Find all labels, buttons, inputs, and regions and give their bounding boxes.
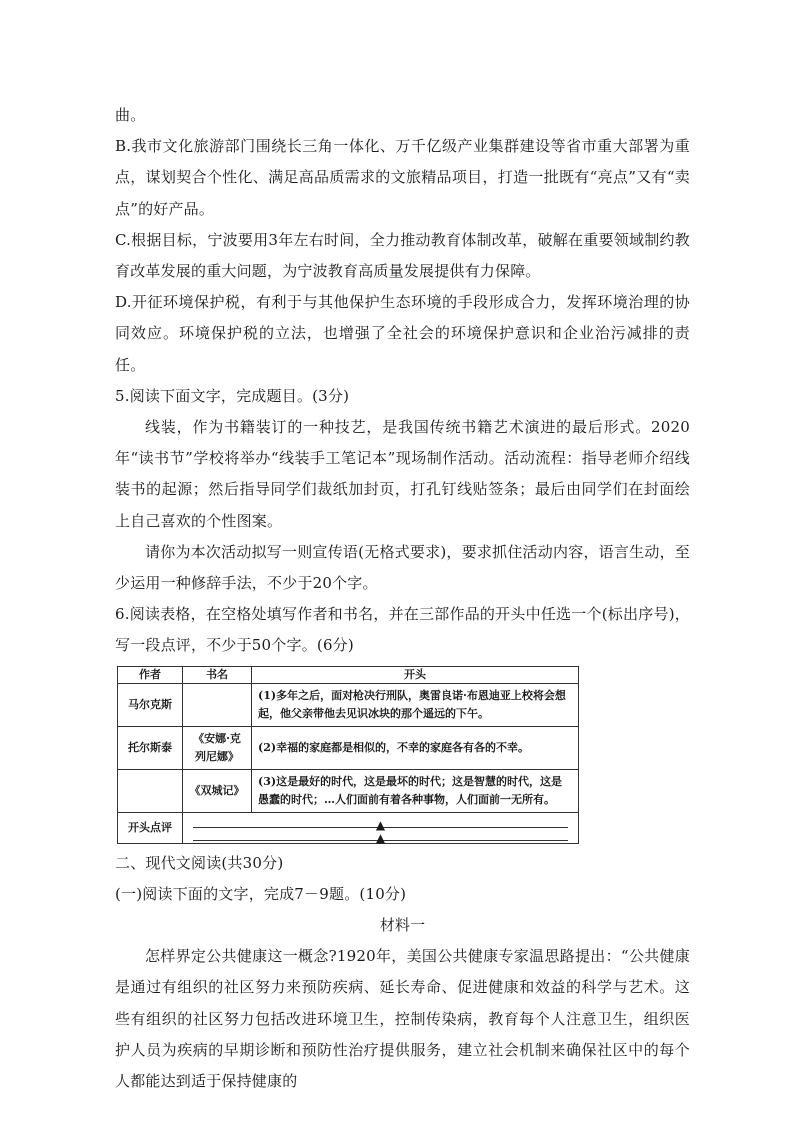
subsection-1-title: (一)阅读下面的文字，完成7－9题。(10分) — [115, 884, 407, 903]
book-cell: 《双城记》 — [183, 769, 252, 812]
exam-page — [115, 100, 690, 1097]
table-row — [118, 726, 579, 769]
book-cell-blank — [183, 683, 252, 726]
question-5-passage: 线装，作为书籍装订的一种技艺，是我国传统书籍艺术演进的最后形式。2020年“读书节”学校将举办“线装手工笔记本”现场制作活动。活动流程：指导老师介绍线装书的起源；然后指导同学们裁纸加封页，打孔钉线贴签条；最后由同学们在封面绘上自己喜欢的个性图案。 — [115, 418, 690, 530]
material-1-passage: 怎样界定公共健康这一概念?1920年，美国公共健康专家温思路提出：“公共健康是通过有组织的社区努力来预防疾病、延长寿命、促进健康和效益的科学与艺术。这些有组织的社区努力包括改进环境卫生，控制传染病，教育每个人注意卫生，组织医护人员为疾病的早期诊断和预防性治疗提供服务，建立社会机制来确保社区中的每个人都能达到适于保持健康的 — [115, 947, 690, 1091]
review-label: 开头点评 — [118, 812, 183, 843]
table-row — [118, 769, 579, 812]
opening-cell: (2)幸福的家庭都是相似的，不幸的家庭各有各的不幸。 — [252, 726, 579, 769]
option-d: D.开征环境保护税，有利于与其他保护生态环境的手段形成合力，发挥环境治理的协同效应。环境保护税的立法，也增强了全社会的环境保护意识和企业治污减排的责任。 — [115, 293, 690, 374]
table-header-book: 书名 — [183, 666, 252, 683]
author-cell: 托尔斯泰 — [118, 726, 183, 769]
works-table — [117, 666, 579, 844]
table-review-row — [118, 812, 579, 843]
book-cell: 《安娜·克列尼娜》 — [183, 726, 252, 769]
review-answer-area — [183, 812, 579, 843]
text-line-end: 曲。 — [115, 106, 146, 124]
author-cell: 马尔克斯 — [118, 683, 183, 726]
review-answer-line — [193, 828, 568, 845]
answer-mark: ▲ — [375, 817, 386, 832]
question-5-prompt: 请你为本次活动拟写一则宣传语(无格式要求)，要求抓住活动内容，语言生动，至少运用一种修辞手法，不少于20个字。 — [115, 542, 690, 593]
question-6-title: 6.阅读表格，在空格处填写作者和书名，并在三部作品的开头中任选一个(标出序号)，写一段点评，不少于50个字。(6分) — [115, 605, 690, 655]
answer-mark: ▲ — [375, 830, 386, 845]
opening-cell: (3)这是最好的时代，这是最坏的时代；这是智慧的时代，这是愚蠢的时代；…人们面前有着各种事物，人们面前一无所有。 — [252, 769, 579, 812]
table-header-row — [118, 666, 579, 683]
section-2-title: 二、现代文阅读(共30分) — [115, 853, 284, 872]
table-header-opening: 开头 — [252, 666, 579, 683]
opening-cell: (1)多年之后，面对枪决行刑队，奥雷良诺·布恩迪亚上校将会想起，他父亲带他去见识冰块的那个遥远的下午。 — [252, 683, 579, 726]
table-row — [118, 683, 579, 726]
material-1-heading: 材料一 — [379, 916, 426, 935]
review-answer-line — [193, 815, 568, 832]
author-cell-blank — [118, 769, 183, 812]
table-header-author: 作者 — [118, 666, 183, 683]
option-b: B.我市文化旅游部门围绕长三角一体化、万千亿级产业集群建设等省市重大部署为重点，谋划契合个性化、满足高品质需求的文旅精品项目，打造一批既有“亮点”又有“卖点”的好产品。 — [115, 137, 690, 218]
question-5-title: 5.阅读下面文字，完成题目。(3分) — [115, 386, 350, 405]
option-c: C.根据目标，宁波要用3年左右时间，全力推动教育体制改革，破解在重要领域制约教育改革发展的重大问题，为宁波教育高质量发展提供有力保障。 — [115, 230, 690, 281]
